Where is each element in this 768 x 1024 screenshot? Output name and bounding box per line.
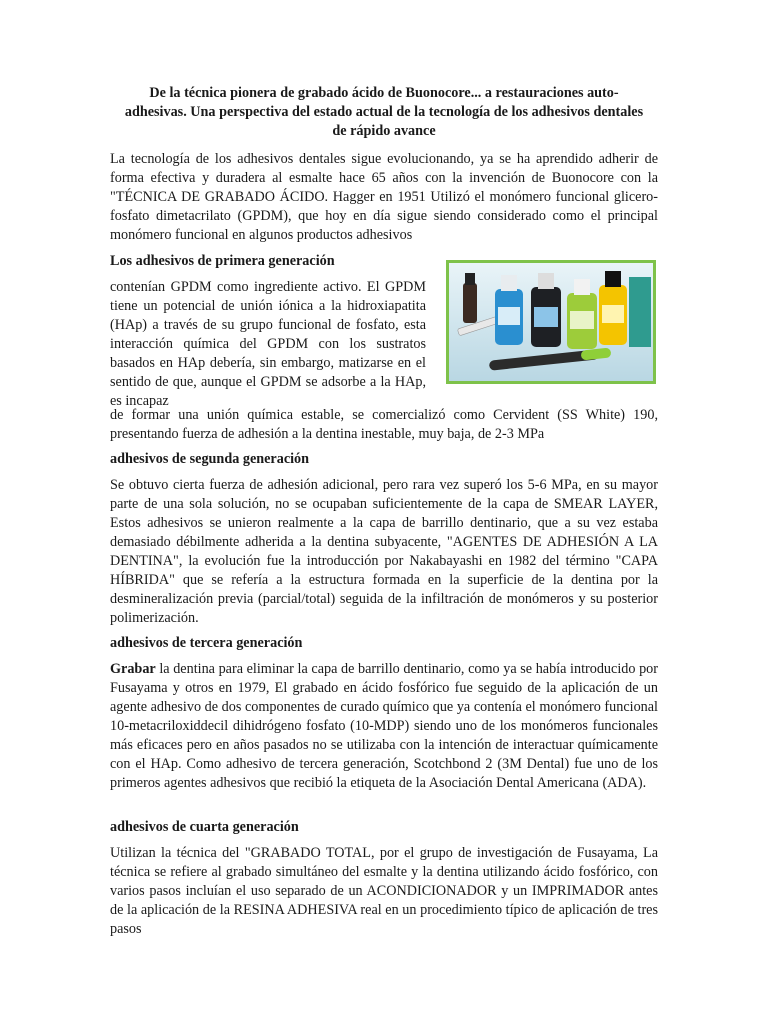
third-generation-heading: adhesivos de tercera generación: [110, 635, 303, 651]
first-generation-heading: Los adhesivos de primera generación: [110, 253, 335, 269]
second-generation-heading: adhesivos de segunda generación: [110, 451, 310, 467]
adhesive-bottles-icon: [449, 263, 653, 381]
third-generation-lead-word: Grabar: [110, 661, 156, 677]
first-generation-text: contenían GPDM como ingrediente activo. El GPDM tiene un potencial de unión iónica a la hidroxiapatita (HAp) a través de su grupo funcional de fosfato, esta interacción química del GPDM con los sustratos basados en HAp debería, sin embargo, matizarse en el sentido de que, aunque el GPDM se adsorbe a la HAp, es incapaz: [110, 279, 426, 409]
fourth-generation-text: Utilizan la técnica del "GRABADO TOTAL, por el grupo de investigación de Fusayama, La técnica se refiere al grabado simultáneo del esmalte y la dentina utilizando ácido fosfórico, con varios pasos incluían el uso separado de un ACONDICIONADOR y un IMPRIMADOR antes de la aplicación de la RESINA ADHESIVA real en un procedimiento típico de aplicación de tres pasos: [110, 845, 658, 937]
third-generation-body: la dentina para eliminar la capa de barrillo dentinario, como ya se había introducido por Fusayama y otros en 1979, El grabado en ácido fosfórico fue seguido de la aplicación de un agente adhesivo de dos componentes de curado químico que ya contenía el monómero funcional 10-metacriloxiddecil dihidrógeno fosfato (10-MDP) siendo uno de los monómeros funcionales más eficaces pero en años pasados no se utilizaba con la intención de interactuar químicamente con el HAp. Como adhesivo de tercera generación, Scotchbond 2 (3M Dental) fue uno de los primeros agentes adhesivos que recibió la etiqueta de la Asociación Dental Americana (ADA).: [110, 661, 658, 791]
third-generation-text: [110, 660, 658, 793]
document-title: De la técnica pionera de grabado ácido de Buonocore... a restauraciones auto-adhesivas. Una perspectiva del estado actual de la tecnología de los adhesivos dentales de rápido avance: [124, 85, 644, 139]
fourth-generation-heading: adhesivos de cuarta generación: [110, 819, 299, 835]
intro-paragraph: La tecnología de los adhesivos dentales sigue evolucionando, ya se ha aprendido adherir de forma efectiva y duradera al esmalte hace 65 años con la invención de Buonocore con la "TÉCNICA DE GRABADO ÁCIDO. Hagger en 1951 Utilizó el monómero funcional glicero-fosfato dimetacrilato (GPDM), que hoy en día sigue siendo considerado como el principal monómero funcional en algunos productos adhesivos: [110, 151, 658, 243]
adhesive-bottles-photo: [446, 260, 656, 384]
first-generation-text-continued: de formar una unión química estable, se comercializó como Cervident (SS White) 190, presentando fuerza de adhesión a la dentina inestable, muy baja, de 2-3 MPa: [110, 407, 658, 442]
second-generation-text: Se obtuvo cierta fuerza de adhesión adicional, pero rara vez superó los 5-6 MPa, en su mayor parte de una sola solución, no se ocupaban suficientemente de la capa de SMEAR LAYER, Estos adhesivos se unieron realmente a la capa de barrillo dentinario, que a su vez estaba demasiado débilmente adherida a la dentina subyacente, "AGENTES DE ADHESIÓN A LA DENTINA", la evolución fue la introducción por Nakabayashi en 1982 del término "CAPA HÍBRIDA" que se refería a la estructura formada en la superficie de la dentina por la desmineralización previa (parcial/total) seguida de la infiltración de monómeros y su posterior polimerización.: [110, 477, 658, 626]
